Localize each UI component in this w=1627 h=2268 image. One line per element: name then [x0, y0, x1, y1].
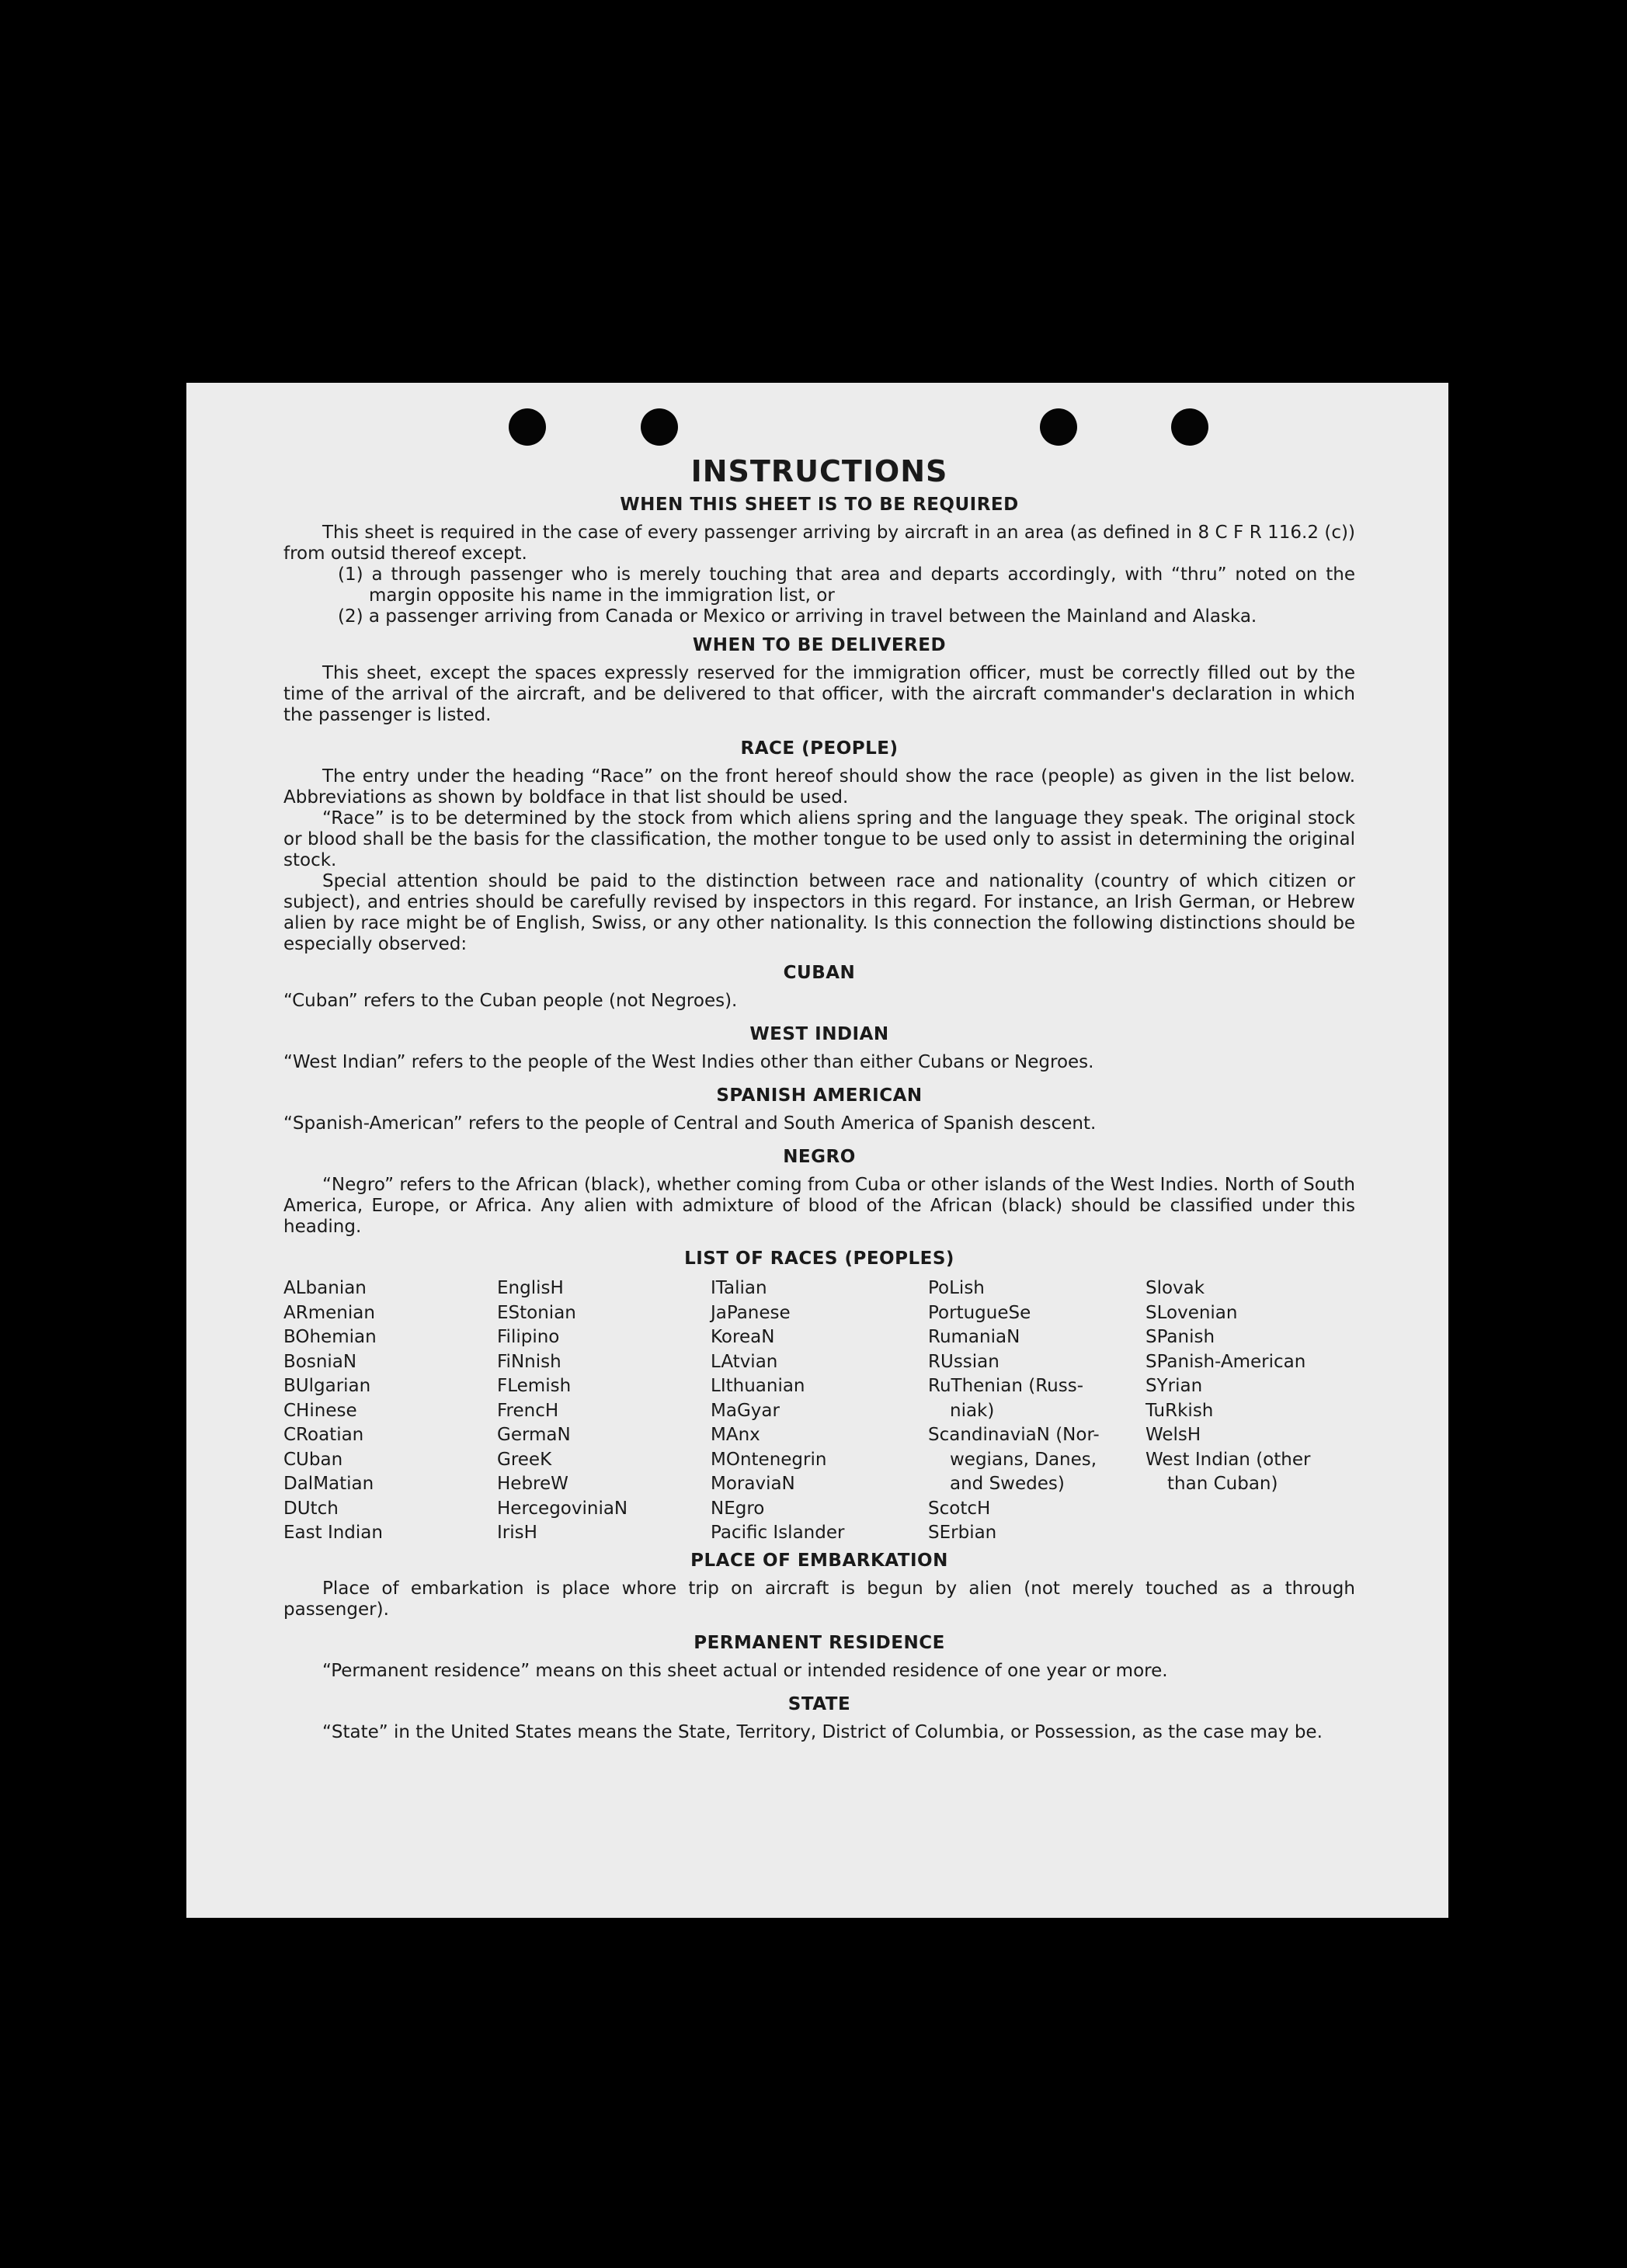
race-entry: HercegoviniaN [497, 1498, 628, 1519]
race-entry: RumaniaN [928, 1327, 1020, 1347]
race-entry: MoraviaN [711, 1474, 795, 1494]
race-entry: EnglisH [497, 1278, 564, 1298]
race-entry: CRoatian [283, 1425, 364, 1445]
race-paragraph-1: The entry under the heading “Race” on the front hereof should show the race (people) as given in the list below. Abbreviations as shown by boldface in that list should be used. [283, 766, 1355, 808]
punch-hole [509, 408, 546, 446]
race-entry: PortugueSe [928, 1302, 1031, 1323]
race-entry: SYrian [1146, 1376, 1203, 1396]
section-heading-race: RACE (PEOPLE) [740, 738, 899, 759]
race-entry: ALbanian [283, 1278, 367, 1298]
race-entry: LIthuanian [711, 1376, 805, 1396]
section-heading-delivered: WHEN TO BE DELIVERED [692, 635, 947, 655]
race-entry: FrencH [497, 1400, 559, 1421]
race-entry: GermaN [497, 1425, 571, 1445]
race-entry: KoreaN [711, 1327, 775, 1347]
race-entry: ScandinaviaN (Nor- [928, 1425, 1100, 1445]
required-item-1: (1) a through passenger who is merely touching that area and departs accordingly, with “thru” noted on the margin opposite his name in the immigration list, or [338, 564, 1355, 606]
race-entry-continuation: niak) [950, 1400, 995, 1421]
section-heading-state: STATE [787, 1693, 851, 1714]
race-entry: RUssian [928, 1351, 999, 1372]
races-column [711, 1276, 928, 1546]
race-entry: RuThenian (Russ- [928, 1376, 1084, 1396]
race-entry: SErbian [928, 1523, 997, 1543]
section-heading-races-list: LIST OF RACES (PEOPLES) [684, 1249, 954, 1269]
races-column [1146, 1276, 1355, 1546]
document-sheet [186, 383, 1448, 1918]
race-entry: ScotcH [928, 1498, 991, 1519]
section-heading-negro: NEGRO [783, 1147, 856, 1167]
race-entry: CUban [283, 1449, 343, 1470]
embarkation-text: Place of embarkation is place whore trip on aircraft is begun by alien (not merely touched as a through passenger). [283, 1578, 1355, 1620]
race-entry: ARmenian [283, 1302, 375, 1323]
race-entry-continuation: wegians, Danes, [950, 1449, 1097, 1470]
race-entry: GreeK [497, 1449, 552, 1470]
race-entry: ITalian [711, 1278, 767, 1298]
race-entry: MaGyar [711, 1400, 780, 1421]
punch-hole [1040, 408, 1077, 446]
race-entry: NEgro [711, 1498, 765, 1519]
section-heading-spanish-american: SPANISH AMERICAN [716, 1085, 923, 1106]
section-heading-residence: PERMANENT RESIDENCE [694, 1632, 945, 1653]
page-title: INSTRUCTIONS [690, 454, 948, 488]
race-entry: PoLish [928, 1278, 985, 1298]
race-entry: BUlgarian [283, 1376, 371, 1396]
race-entry: MAnx [711, 1425, 760, 1445]
race-entry: CHinese [283, 1400, 357, 1421]
race-entry-continuation: and Swedes) [950, 1474, 1065, 1494]
race-entry: SLovenian [1146, 1302, 1238, 1323]
race-paragraph-3: Special attention should be paid to the distinction between race and nationality (country of which citizen or subject), and entries should be carefully revised by inspectors in this regard. For instance, an Irish German, or Hebrew alien by race might be of English, Swiss, or any other nationality. Is this connection the following distinctions should be especially observed: [283, 871, 1355, 954]
race-entry: MOntenegrin [711, 1449, 827, 1470]
required-intro: This sheet is required in the case of every passenger arriving by aircraft in an area (as defined in 8 C F R 116.2 (c)) from outsid thereof except. [283, 523, 1355, 564]
races-column [497, 1276, 711, 1546]
negro-text: “Negro” refers to the African (black), whether coming from Cuba or other islands of the West Indies. North of South America, Europe, or Africa. Any alien with admixture of blood of the African (black) should be classified under this heading. [283, 1175, 1355, 1237]
race-entry: Slovak [1146, 1278, 1205, 1298]
race-entry: DUtch [283, 1498, 339, 1519]
section-heading-west-indian: WEST INDIAN [749, 1024, 889, 1044]
race-entry: JaPanese [711, 1302, 791, 1323]
required-item-2: (2) a passenger arriving from Canada or Mexico or arriving in travel between the Mainland and Alaska. [338, 606, 1257, 627]
race-paragraph-2: “Race” is to be determined by the stock from which aliens spring and the language they speak. The original stock or blood shall be the basis for the classification, the mother tongue to be used only to assist in determining the original stock. [283, 808, 1355, 870]
race-entry: West Indian (other [1146, 1449, 1311, 1470]
races-list [283, 1276, 1355, 1546]
race-entry: Filipino [497, 1327, 560, 1347]
race-entry: FiNnish [497, 1351, 561, 1372]
punch-hole [641, 408, 678, 446]
race-entry: DalMatian [283, 1474, 374, 1494]
punch-hole [1171, 408, 1208, 446]
race-entry: EStonian [497, 1302, 576, 1323]
cuban-text: “Cuban” refers to the Cuban people (not Negroes). [283, 991, 738, 1011]
race-entry: BosniaN [283, 1351, 357, 1372]
races-column [928, 1276, 1146, 1546]
race-entry: IrisH [497, 1523, 537, 1543]
races-column [283, 1276, 497, 1546]
race-entry: TuRkish [1146, 1400, 1214, 1421]
section-heading-embarkation: PLACE OF EMBARKATION [690, 1550, 948, 1571]
race-entry: Pacific Islander [711, 1523, 845, 1543]
instructions-content [283, 454, 1355, 1743]
spanish-american-text: “Spanish-American” refers to the people of Central and South America of Spanish descent. [283, 1113, 1097, 1134]
residence-text: “Permanent residence” means on this sheet actual or intended residence of one year or more. [322, 1660, 1168, 1681]
west-indian-text: “West Indian” refers to the people of the West Indies other than either Cubans or Negroes. [283, 1052, 1094, 1072]
race-entry: BOhemian [283, 1327, 377, 1347]
race-entry: East Indian [283, 1523, 383, 1543]
race-entry: LAtvian [711, 1351, 778, 1372]
race-entry: WelsH [1146, 1425, 1201, 1445]
race-entry: HebreW [497, 1474, 568, 1494]
delivered-text: This sheet, except the spaces expressly reserved for the immigration officer, must be correctly filled out by the time of the arrival of the aircraft, and be delivered to that officer, with the aircraft commander's declaration in which the passenger is listed. [283, 663, 1355, 725]
race-entry: SPanish-American [1146, 1351, 1306, 1372]
race-entry-continuation: than Cuban) [1167, 1474, 1278, 1494]
race-entry: SPanish [1146, 1327, 1215, 1347]
section-heading-required: WHEN THIS SHEET IS TO BE REQUIRED [620, 495, 1019, 515]
race-entry: FLemish [497, 1376, 572, 1396]
state-text: “State” in the United States means the State, Territory, District of Columbia, or Possession, as the case may be. [322, 1721, 1323, 1742]
section-heading-cuban: CUBAN [783, 963, 856, 983]
